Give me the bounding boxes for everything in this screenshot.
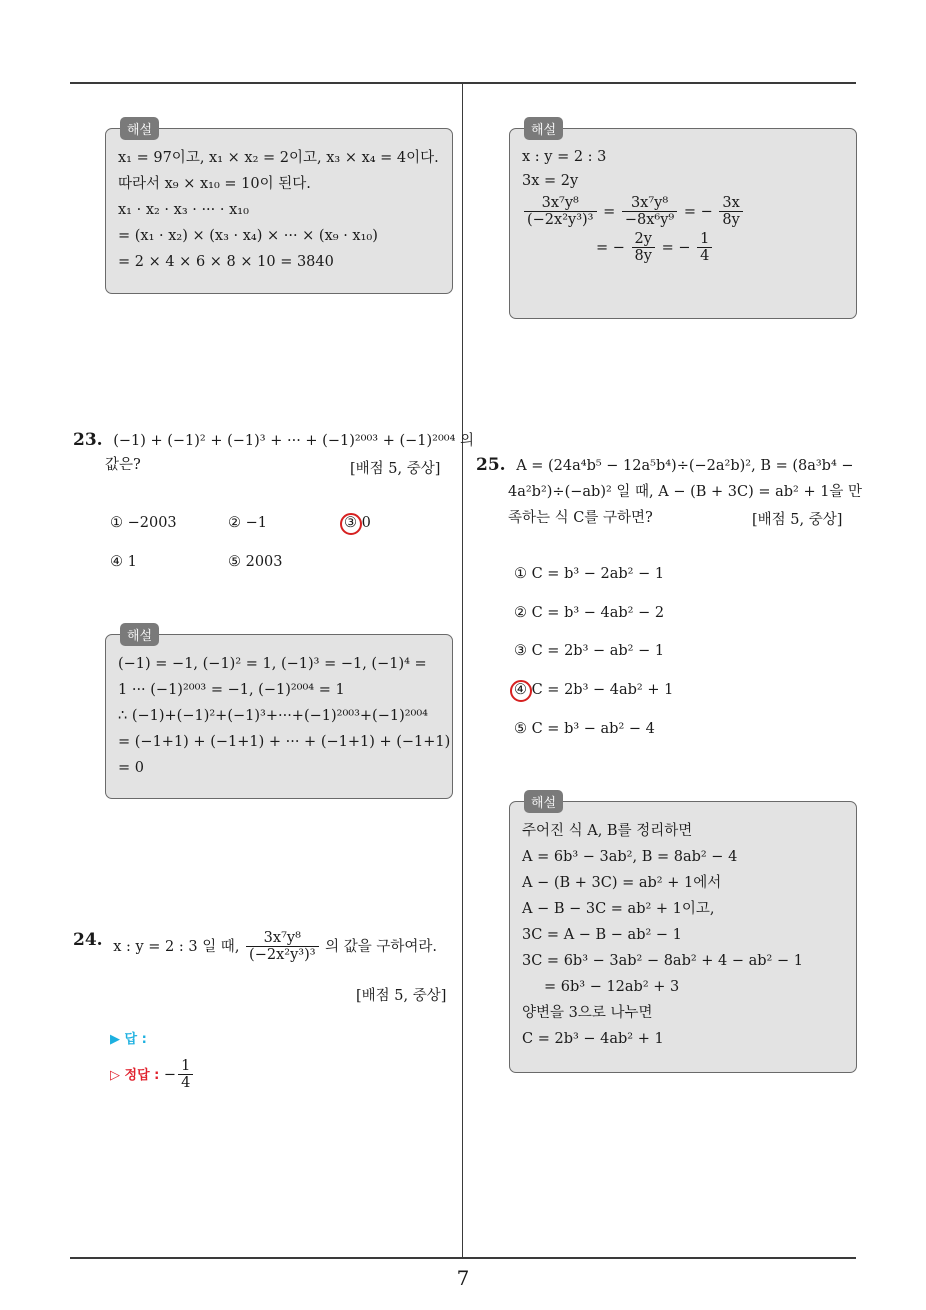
answer-input-label: ▶ 답 : bbox=[110, 1032, 147, 1047]
question-number: 24. bbox=[73, 930, 103, 950]
choice-4[interactable]: ④ C = 2b³ − 4ab² + 1 bbox=[514, 682, 674, 698]
choice-3[interactable]: ③ C = 2b³ − ab² − 1 bbox=[514, 643, 665, 659]
solution-tag: 해설 bbox=[524, 790, 563, 813]
correct-answer-sign: − bbox=[163, 1067, 177, 1083]
fraction-numerator: 1 bbox=[178, 1058, 193, 1075]
solution-line: = (x₁ · x₂) × (x₃ · x₄) × ··· × (x₉ · x₁₀) bbox=[118, 228, 378, 244]
solution-line: = 6b³ − 12ab² + 3 bbox=[544, 979, 680, 995]
fraction-numerator: 3x⁷y⁸ bbox=[246, 930, 319, 947]
choice-2[interactable]: ② C = b³ − 4ab² − 2 bbox=[514, 605, 665, 621]
question-24 bbox=[73, 930, 458, 964]
solution-line: = 2 × 4 × 6 × 8 × 10 = 3840 bbox=[118, 254, 334, 270]
choice-4[interactable]: ④ 1 bbox=[110, 554, 137, 570]
solution-line: 양변을 3으로 나누면 bbox=[522, 1005, 653, 1021]
solution-line: 주어진 식 A, B를 정리하면 bbox=[522, 823, 693, 839]
solution-line: 3C = A − B − ab² − 1 bbox=[522, 927, 682, 943]
solution-24-box bbox=[509, 123, 857, 319]
fraction-denominator: 4 bbox=[700, 248, 710, 264]
fraction-numerator: 2y bbox=[632, 231, 655, 248]
choice-3[interactable]: ③ 0 bbox=[344, 515, 371, 531]
solution-fraction bbox=[697, 231, 712, 265]
fraction-numerator: 1 bbox=[697, 231, 712, 248]
equals-sign: = − bbox=[596, 240, 625, 256]
solution-23-box bbox=[105, 629, 453, 799]
fraction-denominator: −8x⁶y⁹ bbox=[624, 212, 675, 228]
solution-line bbox=[522, 231, 844, 265]
solution-line: 3x = 2y bbox=[522, 173, 579, 189]
bottom-rule bbox=[70, 1257, 856, 1259]
equals-sign: = − bbox=[683, 204, 713, 220]
solution-line: C = 2b³ − 4ab² + 1 bbox=[522, 1031, 664, 1047]
solution-line: A − (B + 3C) = ab² + 1에서 bbox=[522, 875, 722, 891]
question-stem: 의 값을 구하여라. bbox=[325, 939, 438, 955]
fraction-numerator: 3x⁷y⁸ bbox=[524, 195, 597, 212]
top-rule bbox=[70, 82, 856, 84]
answer-circle-mark bbox=[510, 680, 532, 702]
question-23-score: [배점 5, 중상] bbox=[350, 461, 441, 477]
question-number: 23. bbox=[73, 430, 103, 450]
answer-circle-mark bbox=[340, 513, 362, 535]
question-stem: 값은? bbox=[105, 457, 141, 473]
fraction-numerator: 3x⁷y⁸ bbox=[622, 195, 677, 212]
solution-fraction bbox=[524, 195, 597, 229]
solution-line: (−1) = −1, (−1)² = 1, (−1)³ = −1, (−1)⁴ = bbox=[118, 656, 427, 672]
solution-line: ∴ (−1)+(−1)²+(−1)³+···+(−1)²⁰⁰³+(−1)²⁰⁰⁴ bbox=[118, 708, 428, 724]
solution-line: 1 ··· (−1)²⁰⁰³ = −1, (−1)²⁰⁰⁴ = 1 bbox=[118, 682, 345, 698]
solution-22-box bbox=[105, 123, 453, 294]
question-25-score: [배점 5, 중상] bbox=[752, 512, 843, 528]
solution-25-box bbox=[509, 796, 857, 1073]
question-stem: (−1) + (−1)² + (−1)³ + ··· + (−1)²⁰⁰³ + (−1)²⁰⁰⁴ 의 bbox=[113, 433, 475, 449]
solution-fraction bbox=[622, 195, 677, 229]
question-stem: A = (24a⁴b⁵ − 12a⁵b⁴)÷(−2a²b)², B = (8a³b⁴ − bbox=[516, 458, 854, 474]
column-divider bbox=[462, 83, 463, 1258]
solution-line: A = 6b³ − 3ab², B = 8ab² − 4 bbox=[522, 849, 738, 865]
equals-sign: = bbox=[603, 204, 616, 220]
fraction-denominator: 8y bbox=[722, 212, 740, 228]
question-24-score: [배점 5, 중상] bbox=[356, 988, 447, 1004]
equals-sign: = − bbox=[661, 240, 691, 256]
question-stem: 족하는 식 C를 구하면? bbox=[508, 510, 653, 526]
choice-5[interactable]: ⑤ C = b³ − ab² − 4 bbox=[514, 721, 655, 737]
fraction-denominator: (−2x²y³)³ bbox=[527, 212, 594, 228]
solution-line: A − B − 3C = ab² + 1이고, bbox=[522, 901, 715, 917]
fraction-numerator: 3x bbox=[719, 195, 742, 212]
solution-line: = 0 bbox=[118, 760, 144, 776]
solution-line bbox=[522, 195, 844, 229]
solution-line: x : y = 2 : 3 bbox=[522, 149, 607, 165]
fraction-denominator: 8y bbox=[634, 248, 652, 264]
solution-line: x₁ · x₂ · x₃ · ··· · x₁₀ bbox=[118, 202, 249, 218]
solution-fraction bbox=[632, 231, 655, 265]
correct-answer-fraction bbox=[178, 1058, 193, 1092]
solution-tag: 해설 bbox=[120, 623, 159, 646]
expression-fraction bbox=[246, 930, 319, 964]
solution-line: 3C = 6b³ − 3ab² − 8ab² + 4 − ab² − 1 bbox=[522, 953, 803, 969]
question-stem: 4a²b²)÷(−ab)² 일 때, A − (B + 3C) = ab² + 1을 만 bbox=[508, 484, 863, 500]
solution-tag: 해설 bbox=[524, 117, 563, 140]
question-stem: x : y = 2 : 3 일 때, bbox=[113, 939, 240, 955]
choice-1[interactable]: ① C = b³ − 2ab² − 1 bbox=[514, 566, 665, 582]
correct-answer bbox=[110, 1058, 195, 1092]
solution-tag: 해설 bbox=[120, 117, 159, 140]
choice-2[interactable]: ② −1 bbox=[228, 515, 267, 531]
correct-answer-label: ▷ 정답 : bbox=[110, 1068, 160, 1083]
choice-5[interactable]: ⑤ 2003 bbox=[228, 554, 283, 570]
choice-1[interactable]: ① −2003 bbox=[110, 515, 177, 531]
solution-line: = (−1+1) + (−1+1) + ··· + (−1+1) + (−1+1) bbox=[118, 734, 451, 750]
solution-line: x₁ = 97이고, x₁ × x₂ = 2이고, x₃ × x₄ = 4이다. bbox=[118, 150, 439, 166]
fraction-denominator: (−2x²y³)³ bbox=[249, 947, 316, 963]
fraction-denominator: 4 bbox=[181, 1075, 191, 1091]
solution-line: 따라서 x₉ × x₁₀ = 10이 된다. bbox=[118, 176, 311, 192]
solution-fraction bbox=[719, 195, 742, 229]
question-number: 25. bbox=[476, 455, 506, 475]
page-number: 7 bbox=[456, 1266, 470, 1290]
